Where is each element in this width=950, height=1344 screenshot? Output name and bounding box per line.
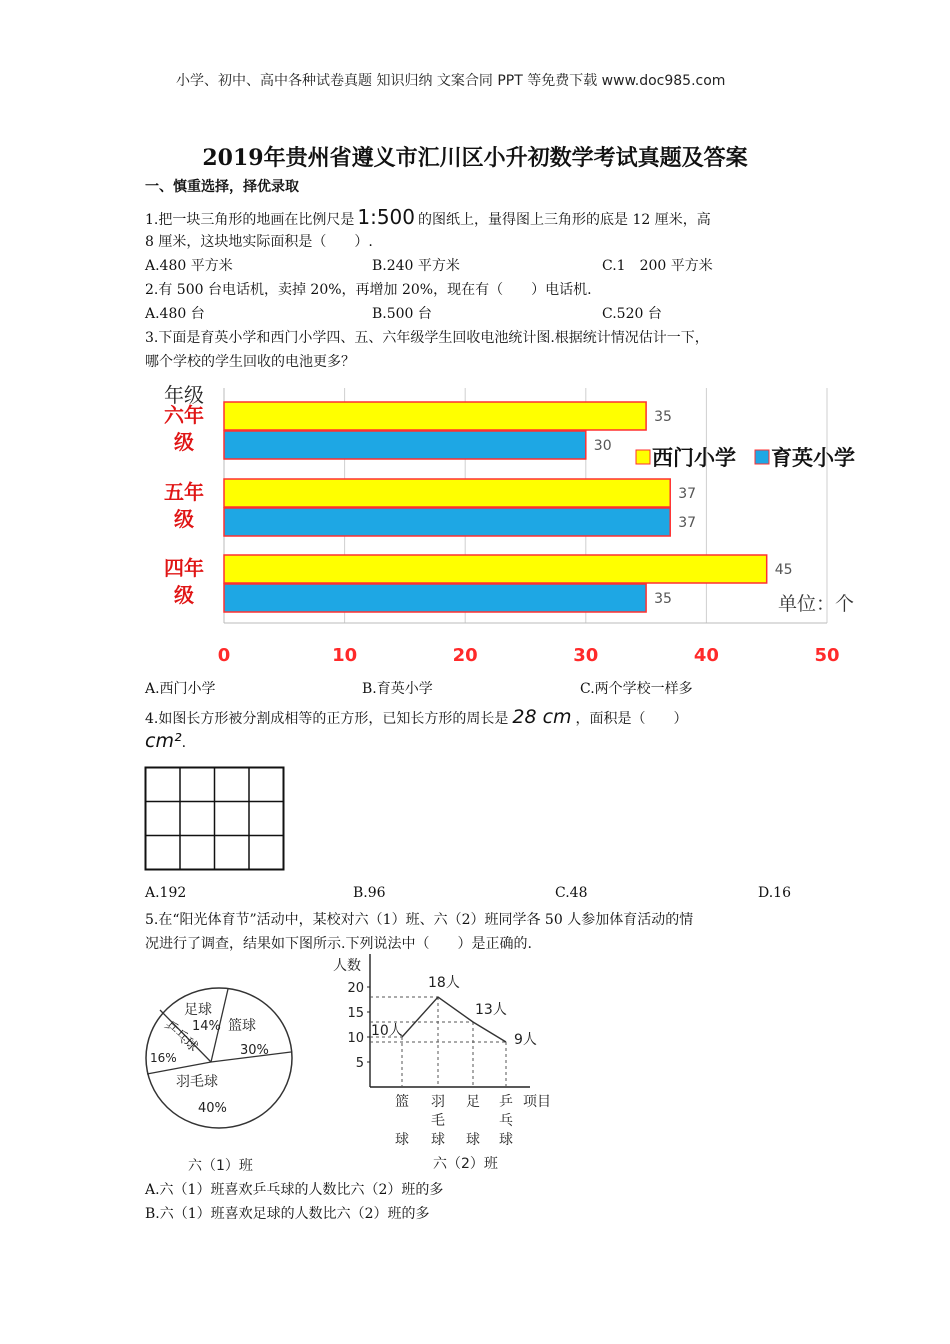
pie-label-pingpong: 乒乓球 <box>161 1017 201 1056</box>
line-point-label: 9人 <box>514 1032 537 1048</box>
bar-value-label: 30 <box>593 438 612 454</box>
line-category-label: 乒 <box>499 1094 513 1110</box>
line-category-label: 球 <box>499 1132 513 1148</box>
bar-x-tick-label: 30 <box>573 645 599 666</box>
legend-swatch-ximen <box>636 450 650 464</box>
line-y-tick-label: 20 <box>347 981 364 996</box>
q4-unit: cm² <box>145 730 182 752</box>
pie-value-football: 14% <box>192 1019 221 1034</box>
legend-swatch-yuying <box>755 450 769 464</box>
bar-value-label: 45 <box>774 562 793 578</box>
line-y-tick-label: 5 <box>355 1056 364 1071</box>
q4-text-b: ，面积是（ ） <box>575 711 688 727</box>
q1-option-c: C.1 200 平方米 <box>602 258 713 274</box>
pie-value-basketball: 30% <box>240 1043 269 1058</box>
q1-text-b: 的图纸上，量得图上三角形的底是 12 厘米，高 <box>418 212 711 228</box>
line-ylabel: 人数 <box>333 958 361 974</box>
line-point-label: 13人 <box>475 1002 507 1018</box>
bar-value-label: 37 <box>678 515 697 531</box>
q3-line2: 哪个学校的学生回收的电池更多？ <box>145 354 355 370</box>
line-y-tick-label: 15 <box>347 1006 364 1021</box>
q1-text-a: 1.把一块三角形的地画在比例尺是 <box>145 212 355 228</box>
q4-rectangle-grid <box>144 766 286 872</box>
q2-option-b: B.500 台 <box>372 306 432 322</box>
line-category-label: 毛 <box>431 1113 445 1129</box>
line-point-label: 10人 <box>371 1023 403 1039</box>
q2-option-a: A.480 台 <box>145 306 205 322</box>
q4-line2 <box>145 730 186 752</box>
line-category-label: 球 <box>395 1132 409 1148</box>
q4-text-a: 4.如图长方形被分割成相等的正方形，已知长方形的周长是 <box>145 711 509 727</box>
q5-line2: 况进行了调查，结果如下图所示.下列说法中（ ）是正确的. <box>145 936 532 952</box>
q3-option-a: A.西门小学 <box>145 681 216 697</box>
pie-label-badminton: 羽毛球 <box>176 1074 218 1090</box>
line-category-label: 足 <box>466 1094 480 1110</box>
bar-category-label: 六年 <box>164 403 204 427</box>
bar-1-0 <box>224 431 586 459</box>
line-y-tick-label: 10 <box>347 1031 364 1046</box>
class1-pie-chart <box>140 982 300 1174</box>
bar-x-tick-label: 20 <box>452 645 478 666</box>
bar-x-tick-label: 50 <box>814 645 840 666</box>
q3-line1: 3.下面是育英小学和西门小学四、五、六年级学生回收电池统计图.根据统计情况估计一下， <box>145 330 709 346</box>
bar-0-1 <box>224 479 670 507</box>
section-heading: 一、慎重选择，择优录取 <box>145 179 299 195</box>
pie-value-pingpong: 16% <box>150 1051 177 1065</box>
bar-category-label: 级 <box>174 583 194 607</box>
legend-label-yuying: 育英小学 <box>771 446 855 470</box>
line-category-label: 篮 <box>395 1094 409 1110</box>
pie-title: 六（1）班 <box>188 1158 253 1174</box>
line-category-label: 羽 <box>431 1094 445 1110</box>
bar-category-label: 级 <box>174 430 194 454</box>
q4-perimeter: 28 cm <box>512 706 572 728</box>
bar-1-1 <box>224 508 670 536</box>
q5-line1: 5.在“阳光体育节”活动中，某校对六（1）班、六（2）班同学各 50 人参加体育活动的情 <box>145 912 694 928</box>
page-title: 2019年贵州省遵义市汇川区小升初数学考试真题及答案 <box>202 145 748 171</box>
q1-option-b: B.240 平方米 <box>372 258 460 274</box>
bar-0-2 <box>224 555 767 583</box>
q4-unit-tail: . <box>181 735 187 751</box>
q1-option-a: A.480 平方米 <box>145 258 233 274</box>
q2-option-c: C.520 台 <box>602 306 662 322</box>
bar-x-tick-label: 40 <box>693 645 719 666</box>
bar-category-label: 级 <box>174 507 194 531</box>
bar-category-label: 五年 <box>164 480 204 504</box>
bar-category-label: 四年 <box>164 556 204 580</box>
q4-option-c: C.48 <box>555 885 588 901</box>
q4-option-d: D.16 <box>758 885 791 901</box>
bar-chart-ylabel: 年级 <box>164 383 204 407</box>
q4-option-a: A.192 <box>145 885 187 901</box>
bar-value-label: 37 <box>678 486 697 502</box>
q1-line1 <box>145 205 711 229</box>
line-category-label: 球 <box>466 1132 480 1148</box>
bar-value-label: 35 <box>654 591 672 607</box>
q1-line2: 8 厘米，这块地实际面积是（ ）. <box>145 234 373 250</box>
q5-option-b: B.六（1）班喜欢足球的人数比六（2）班的多 <box>145 1206 430 1222</box>
line-title: 六（2）班 <box>433 1156 498 1172</box>
class2-line-chart <box>325 950 565 1174</box>
bar-value-label: 35 <box>654 409 672 425</box>
line-category-label: 乓 <box>499 1113 513 1129</box>
q2-line1: 2.有 500 台电话机，卖掉 20%，再增加 20%，现在有（ ）电话机. <box>145 282 592 298</box>
bar-x-tick-label: 10 <box>332 645 358 666</box>
pie-value-badminton: 40% <box>198 1101 227 1116</box>
page-header: 小学、初中、高中各种试卷真题 知识归纳 文案合同 PPT 等免费下载 www.doc985.com <box>176 73 726 89</box>
legend-label-ximen: 西门小学 <box>652 446 736 470</box>
bar-chart-unit: 单位：个 <box>778 593 855 615</box>
line-xlabel: 项目 <box>523 1094 551 1110</box>
battery-bar-chart <box>150 378 870 670</box>
pie-label-basketball: 篮球 <box>228 1018 256 1034</box>
line-point-label: 18人 <box>428 975 460 991</box>
line-category-label: 球 <box>431 1132 445 1148</box>
q4-option-b: B.96 <box>353 885 386 901</box>
bar-1-2 <box>224 584 646 612</box>
q4-line1 <box>145 706 688 728</box>
bar-x-tick-label: 0 <box>217 645 231 666</box>
bar-0-0 <box>224 402 646 430</box>
q5-option-a: A.六（1）班喜欢乒乓球的人数比六（2）班的多 <box>145 1182 444 1198</box>
q1-ratio: 1:500 <box>357 205 415 229</box>
q3-option-b: B.育英小学 <box>362 681 433 697</box>
q3-option-c: C.两个学校一样多 <box>580 681 693 697</box>
pie-label-football: 足球 <box>184 1002 212 1018</box>
